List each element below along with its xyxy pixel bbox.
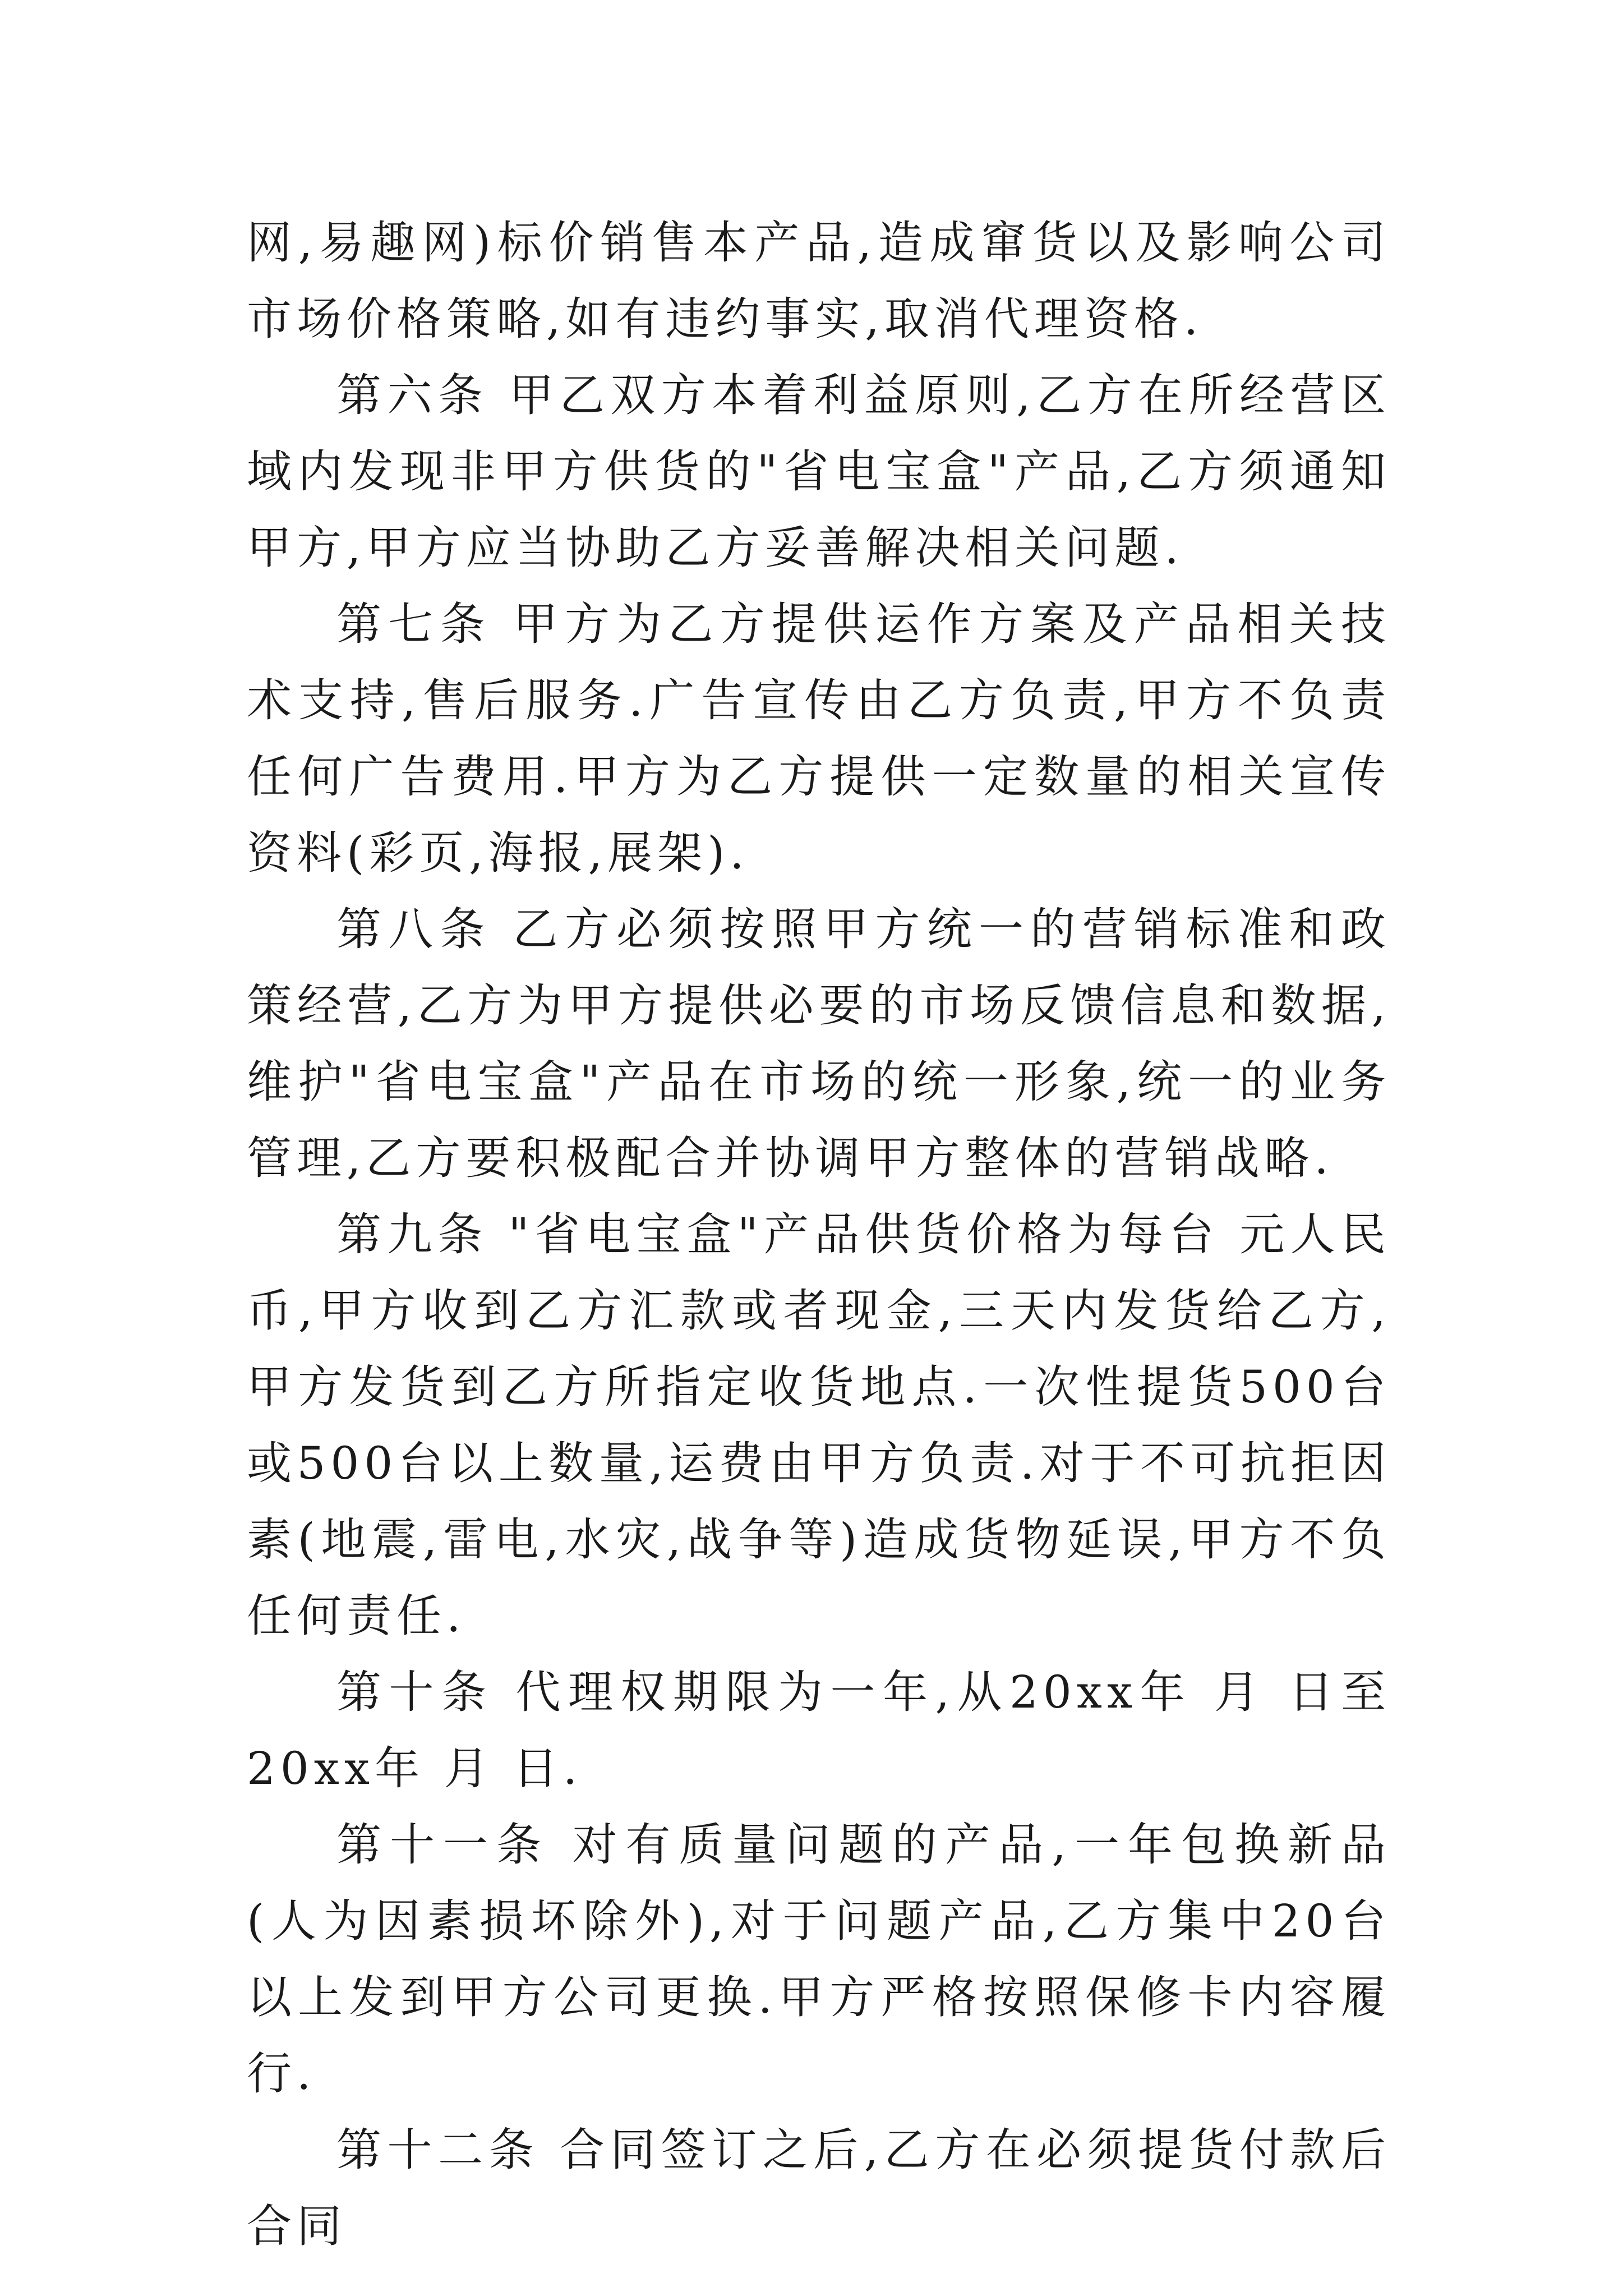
paragraph-article-6: 第六条 甲乙双方本着利益原则,乙方在所经营区域内发现非甲方供货的"省电宝盒"产品,乙方须通知甲方,甲方应当协助乙方妥善解决相关问题. — [247, 369, 1391, 574]
paragraph-article-11: 第十一条 对有质量问题的产品,一年包换新品(人为因素损坏除外),对于问题产品,乙方集中20台以上发到甲方公司更换.甲方严格按照保修卡内容履行. — [247, 1819, 1391, 2100]
paragraph-article-10: 第十条 代理权期限为一年,从20xx年 月 日至20xx年 月 日. — [247, 1666, 1391, 1795]
paragraph-article-7: 第七条 甲方为乙方提供运作方案及产品相关技术支持,售后服务.广告宣传由乙方负责,甲方不负责任何广告费用.甲方为乙方提供一定数量的相关宣传资料(彩页,海报,展架). — [247, 598, 1391, 879]
paragraph-article-12: 第十二条 合同签订之后,乙方在必须提货付款后合同 — [247, 2124, 1391, 2252]
paragraph-article-8: 第八条 乙方必须按照甲方统一的营销标准和政策经营,乙方为甲方提供必要的市场反馈信息和数据,维护"省电宝盒"产品在市场的统一形象,统一的业务管理,乙方要积极配合并协调甲方整体的营销战略. — [247, 903, 1391, 1184]
paragraph-article-9: 第九条 "省电宝盒"产品供货价格为每台 元人民币,甲方收到乙方汇款或者现金,三天内发货给乙方,甲方发货到乙方所指定收货地点.一次性提货500台或500台以上数量,运费由甲方负责.对于不可抗拒因素(地震,雷电,水灾,战争等)造成货物延误,甲方不负任何责任. — [247, 1208, 1391, 1642]
paragraph-continuation: 网,易趣网)标价销售本产品,造成窜货以及影响公司市场价格策略,如有违约事实,取消代理资格. — [247, 217, 1391, 345]
document-body — [247, 205, 1391, 2265]
